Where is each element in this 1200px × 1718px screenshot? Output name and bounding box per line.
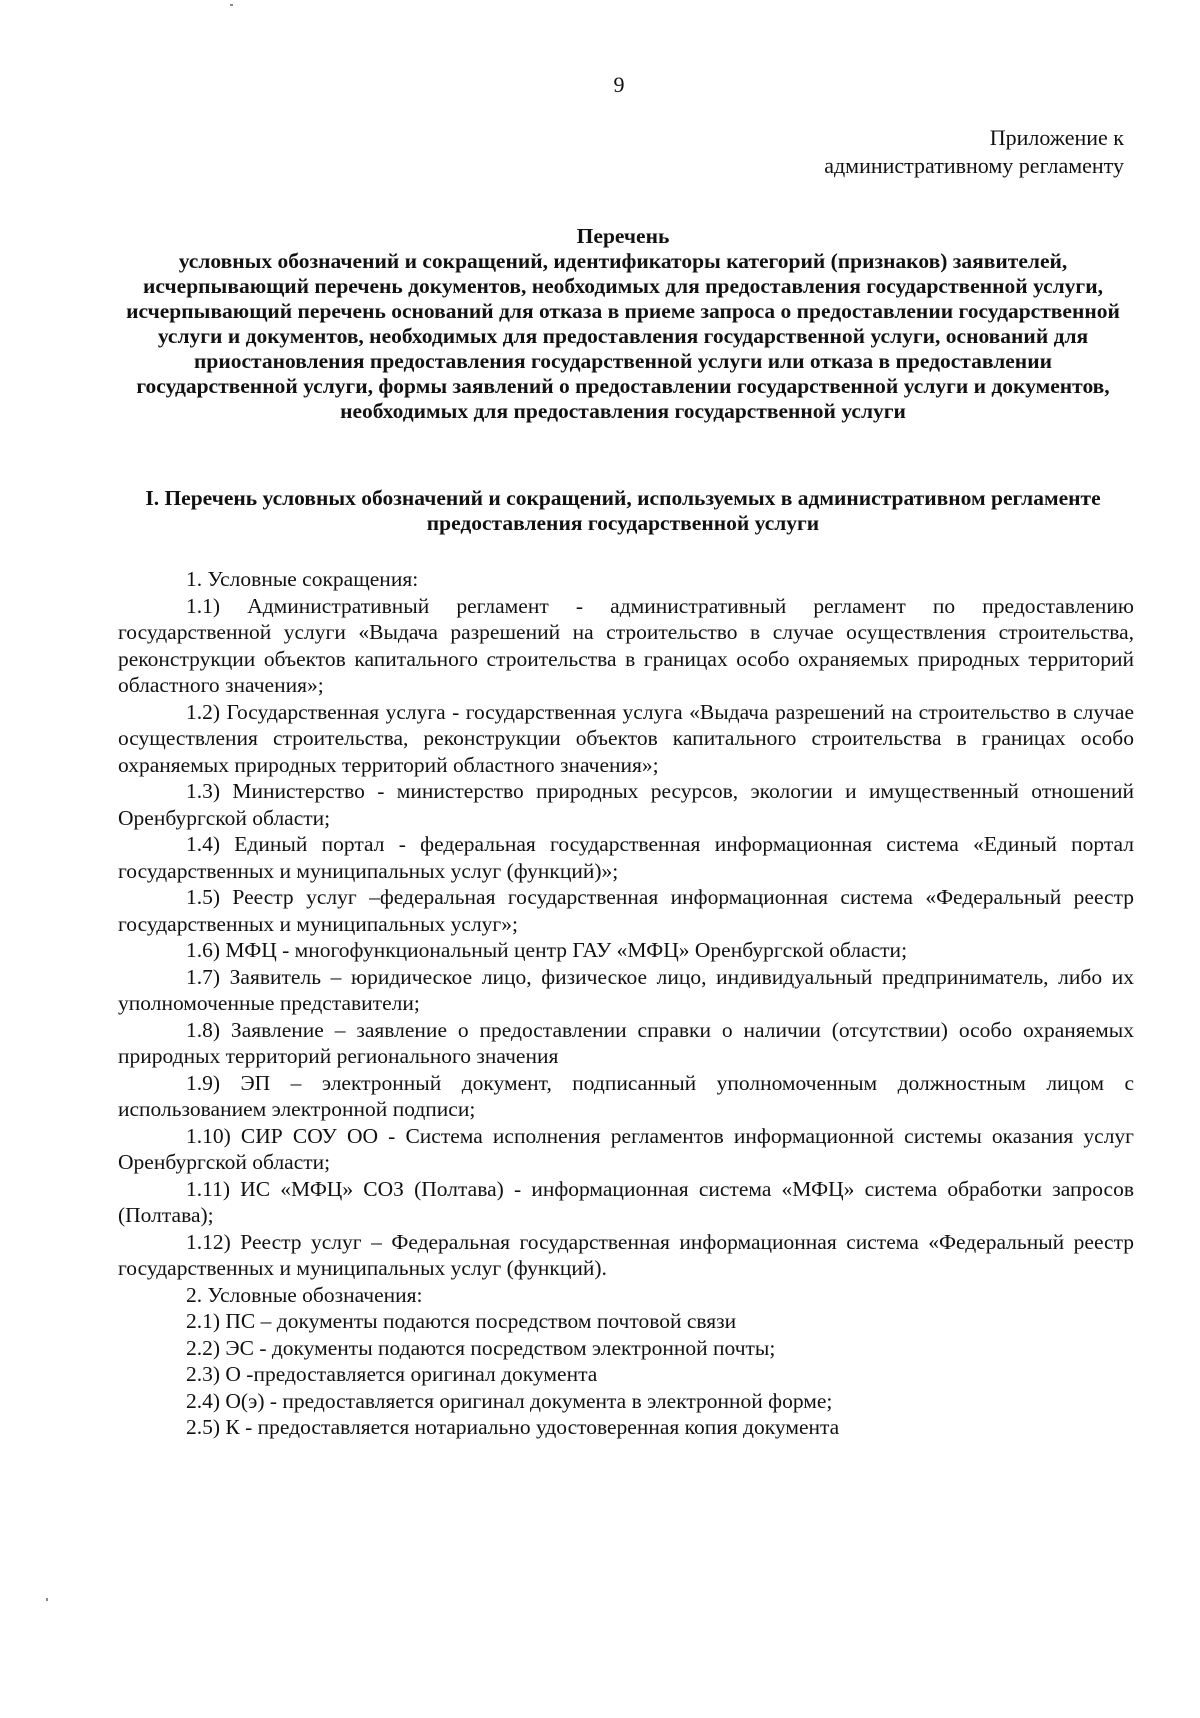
scan-edge-mark [46, 1598, 48, 1601]
title-text: условных обозначений и сокращений, идентификаторы категорий (признаков) заявителей, исчерпывающий перечень документов, необходимых для предоставления государственной услуги, исчерпывающий перечень оснований для отказа в приеме запроса о предоставлении государственной услуги и документов, необходимых для предоставления государственной услуги, оснований для приостановления предоставления государственной услуги или отказа в предоставлении государственной услуги, формы заявлений о предоставлении государственной услуги и документов, необходимых для предоставления государственной услуги [126, 249, 1120, 423]
paragraph: 1.1) Административный регламент - административный регламент по предоставлению государственной услуги «Выдача разрешений на строительство в случае осуществления строительства, реконструкции объектов капитального строительства в границах особо охраняемых природных территорий областного значения»; [118, 593, 1134, 697]
title-word: Перечень [576, 224, 670, 248]
scan-edge-mark [230, 4, 233, 6]
document-title [112, 224, 1134, 424]
paragraph: 2. Условные обозначения: [186, 1282, 423, 1307]
section-heading: I. Перечень условных обозначений и сокращений, используемых в административном регламенте предоставления государственной услуги [145, 486, 1101, 535]
paragraph: 1.2) Государственная услуга - государственная услуга «Выдача разрешений на строительство в случае осуществления строительства, реконструкции объектов капитального строительства в границах особо охраняемых природных территорий областного значения»; [118, 699, 1134, 777]
document-body [118, 566, 1134, 1441]
paragraph: 1.4) Единый портал - федеральная государственная информационная система «Единый портал государственных и муниципальных услуг (функций)»; [118, 832, 1134, 883]
appendix-line-2: административному регламенту [824, 153, 1124, 178]
page-number: 9 [613, 72, 625, 97]
paragraph: 1.11) ИС «МФЦ» СОЗ (Полтава) - информационная система «МФЦ» система обработки запросов (Полтава); [118, 1176, 1134, 1227]
paragraph: 2.5) К - предоставляется нотариально удостоверенная копия документа [186, 1415, 840, 1439]
paragraph: 2.4) О(э) - предоставляется оригинал документа в электронной форме; [186, 1388, 833, 1413]
paragraph: 1.10) СИР СОУ ОО - Система исполнения регламентов информационной системы оказания услуг Оренбургской области; [118, 1123, 1134, 1174]
paragraph: 2.2) ЭС - документы подаются посредством электронной почты; [186, 1335, 776, 1360]
paragraph: 1.12) Реестр услуг – Федеральная государственная информационная система «Федеральный реестр государственных и муниципальных услуг (функций). [118, 1229, 1134, 1280]
paragraph: 2.1) ПС – документы подаются посредством почтовой связи [186, 1309, 737, 1333]
appendix-line-1: Приложение к [989, 125, 1124, 150]
paragraph: 1.9) ЭП – электронный документ, подписанный уполномоченным должностным лицом с использованием электронной подписи; [118, 1070, 1134, 1121]
paragraph: 1.6) МФЦ - многофункциональный центр ГАУ «МФЦ» Оренбургской области; [186, 938, 908, 962]
paragraph: 2.3) О -предоставляется оригинал документа [186, 1362, 598, 1386]
paragraph: 1.7) Заявитель – юридическое лицо, физическое лицо, индивидуальный предприниматель, либо их уполномоченные представители; [118, 964, 1134, 1015]
paragraph: 1.8) Заявление – заявление о предоставлении справки о наличии (отсутствии) особо охраняемых природных территорий регионального значения [118, 1017, 1134, 1068]
paragraph: 1.5) Реестр услуг –федеральная государственная информационная система «Федеральный реестр государственных и муниципальных услуг»; [118, 885, 1134, 936]
paragraph: 1.3) Министерство - министерство природных ресурсов, экологии и имущественный отношений Оренбургской области; [118, 779, 1134, 830]
paragraph: 1. Условные сокращения: [186, 567, 419, 591]
appendix-caption [824, 124, 1124, 180]
